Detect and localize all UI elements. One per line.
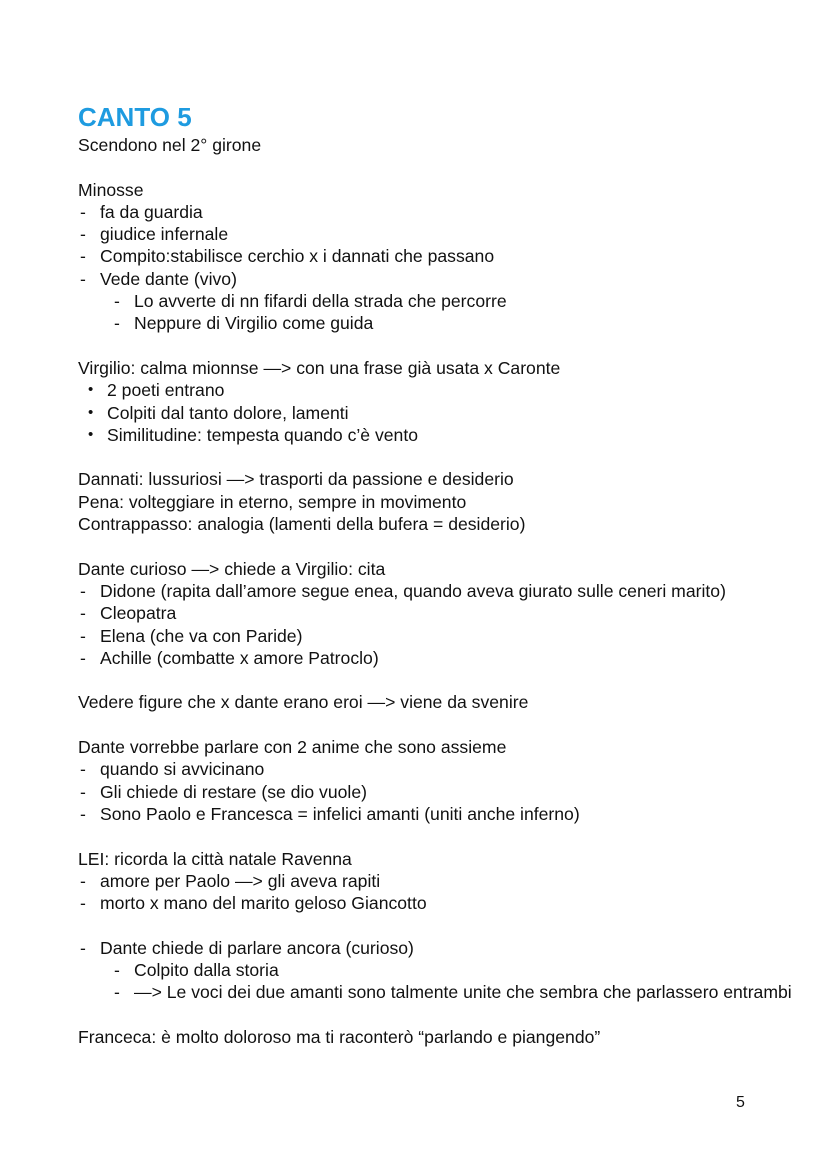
document-page (78, 102, 798, 1048)
spacer (78, 335, 798, 357)
bullet-item: • Colpiti dal tanto dolore, lamenti (88, 402, 349, 423)
dash-mark: - (114, 982, 120, 1003)
spacer (78, 156, 798, 178)
dash-mark: - (80, 937, 86, 958)
dash-mark: - (80, 268, 86, 289)
curioso-heading: Dante curioso —> chiede a Virgilio: cita (78, 558, 386, 579)
dash-mark: - (80, 625, 86, 646)
dash-mark: - (80, 893, 86, 914)
spacer (78, 1004, 798, 1026)
page-number: 5 (736, 1094, 745, 1111)
spacer (78, 714, 798, 736)
spacer (78, 825, 798, 847)
anime-heading: Dante vorrebbe parlare con 2 anime che sono assieme (78, 737, 507, 758)
list-item: - Dante chiede di parlare ancora (curioso) (80, 937, 414, 958)
dash-mark: - (80, 870, 86, 891)
spacer (78, 669, 798, 691)
dash-mark: - (80, 781, 86, 802)
spacer (78, 914, 798, 936)
virgilio-heading: Virgilio: calma mionnse —> con una frase già usata x Caronte (78, 357, 561, 378)
list-item: - fa da guardia (80, 201, 203, 222)
spacer (78, 535, 798, 557)
bullet-mark: • (88, 403, 94, 421)
dannati-line: Dannati: lussuriosi —> trasporti da passione e desiderio (78, 469, 514, 490)
dash-mark: - (114, 291, 120, 312)
list-item: - giudice infernale (80, 224, 229, 245)
dash-mark: - (80, 224, 86, 245)
dash-mark: - (114, 313, 120, 334)
list-item: - Cleopatra (80, 603, 177, 624)
spacer (78, 446, 798, 468)
dash-mark: - (80, 603, 86, 624)
list-item: - amore per Paolo —> gli aveva rapiti (80, 870, 381, 891)
dash-mark: - (80, 647, 86, 668)
dash-mark: - (80, 580, 86, 601)
francesca-line: Franceca: è molto doloroso ma ti raconterò “parlando e piangendo” (78, 1026, 601, 1047)
sub-list-item: - Neppure di Virgilio come guida (114, 313, 374, 334)
lei-heading: LEI: ricorda la città natale Ravenna (78, 848, 352, 869)
list-item: - Compito:stabilisce cerchio x i dannati che passano (80, 246, 495, 267)
dash-mark: - (80, 246, 86, 267)
intro-line: Scendono nel 2° girone (78, 135, 262, 155)
list-item: - Elena (che va con Paride) (80, 625, 303, 646)
bullet-mark: • (88, 425, 94, 443)
minosse-heading: Minosse (78, 179, 144, 200)
dash-mark: - (80, 759, 86, 780)
list-item: - morto x mano del marito geloso Giancotto (80, 893, 427, 914)
sub-list-item: - Colpito dalla storia (114, 959, 279, 980)
eroi-line: Vedere figure che x dante erano eroi —> viene da svenire (78, 692, 529, 713)
canto-title: CANTO 5 (78, 102, 192, 132)
pena-line: Pena: volteggiare in eterno, sempre in movimento (78, 491, 467, 512)
list-item: - quando si avvicinano (80, 759, 265, 780)
dash-mark: - (114, 959, 120, 980)
list-item: - Gli chiede di restare (se dio vuole) (80, 781, 367, 802)
list-item: - Achille (combatte x amore Patroclo) (80, 647, 379, 668)
dash-mark: - (80, 803, 86, 824)
sub-list-item: - —> Le voci dei due amanti sono talmente unite che sembra che parlassero entrambi (114, 982, 792, 1003)
bullet-mark: • (88, 381, 94, 399)
bullet-item: • 2 poeti entrano (88, 380, 225, 401)
list-item: - Didone (rapita dall’amore segue enea, quando aveva giurato sulle ceneri marito) (80, 580, 726, 601)
contrappasso-line: Contrappasso: analogia (lamenti della bufera = desiderio) (78, 514, 526, 535)
dash-mark: - (80, 201, 86, 222)
sub-list-item: - Lo avverte di nn fifardi della strada che percorre (114, 291, 507, 312)
list-item: - Sono Paolo e Francesca = infelici amanti (uniti anche inferno) (80, 803, 580, 824)
list-item: - Vede dante (vivo) (80, 268, 237, 289)
bullet-item: • Similitudine: tempesta quando c’è vento (88, 424, 419, 445)
